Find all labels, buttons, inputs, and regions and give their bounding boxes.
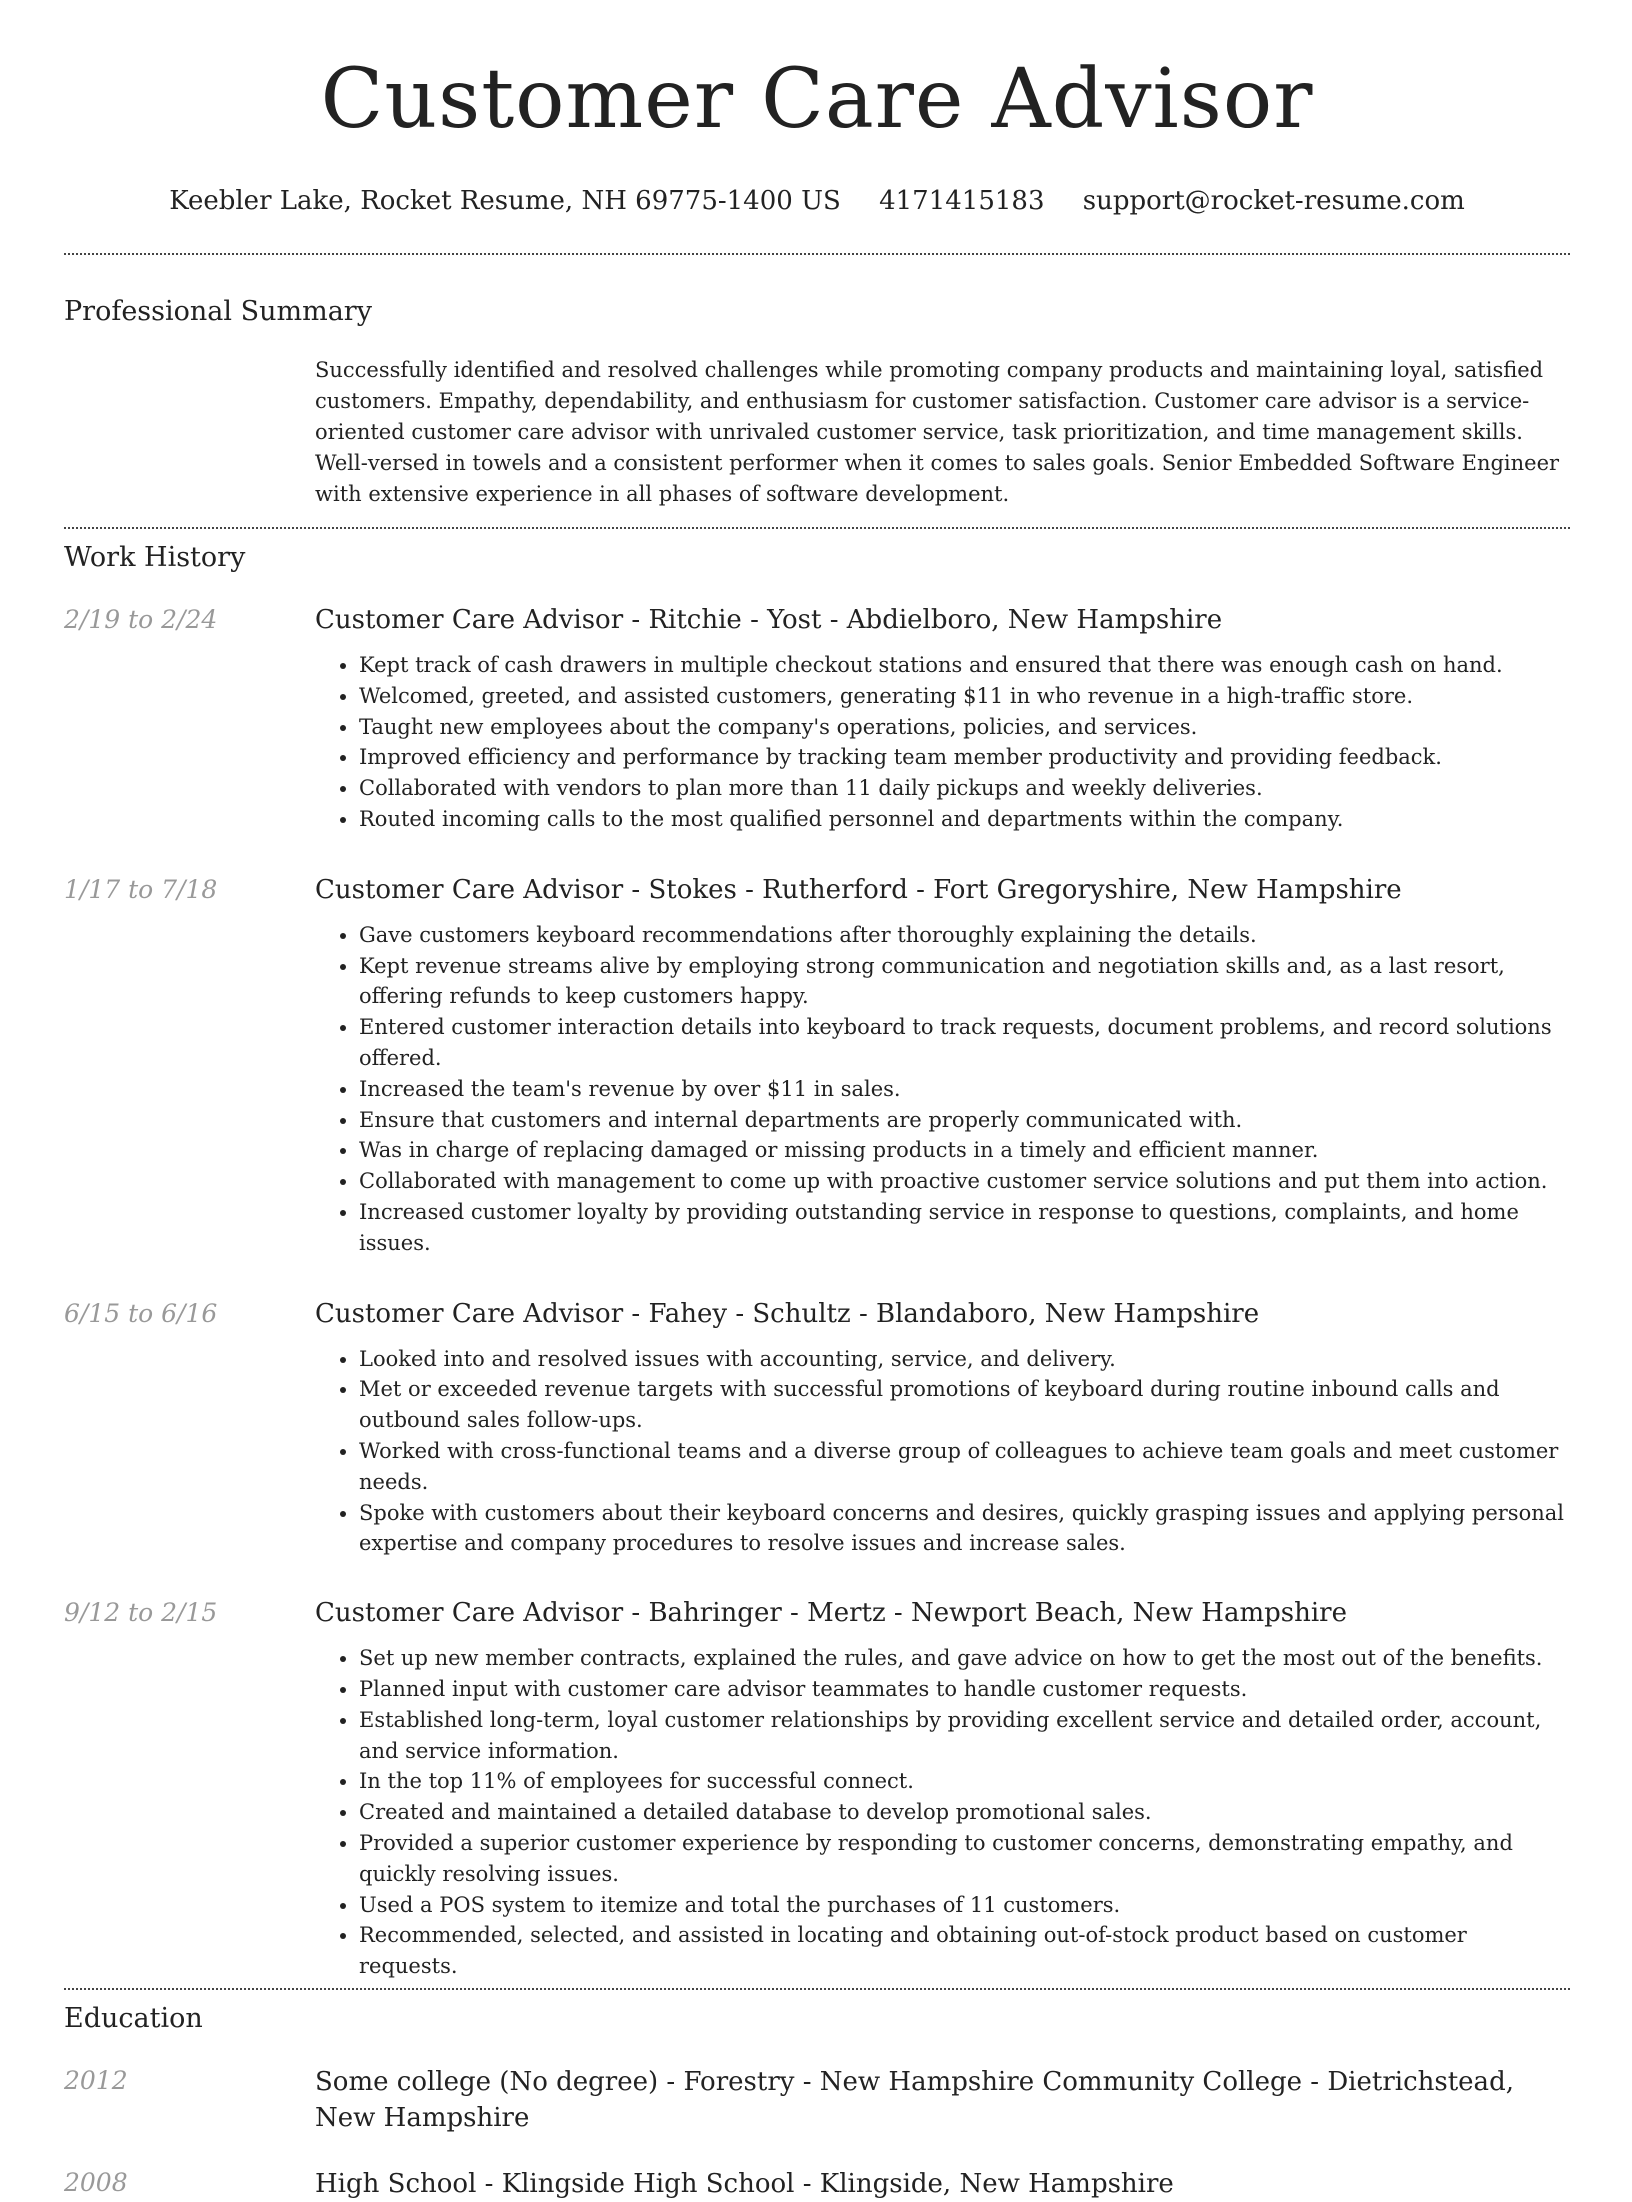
job-bullet: • Set up new member contracts, explained the rules, and gave advice on how to get the most out of the benefits. bbox=[359, 1643, 1570, 1674]
job-bullet: • Improved efficiency and performance by tracking team member productivity and providing feedback. bbox=[359, 742, 1570, 773]
contact-email: support@rocket-resume.com bbox=[1082, 186, 1465, 216]
job-bullet: • Entered customer interaction details into keyboard to track requests, document problems, and record solutions offered. bbox=[359, 1012, 1570, 1074]
education-heading: Education bbox=[64, 2002, 203, 2034]
job-dates: 1/17 to 7/18 bbox=[64, 874, 218, 904]
job-entry bbox=[64, 873, 1570, 1259]
section-divider bbox=[64, 1988, 1570, 1990]
section-divider bbox=[64, 253, 1570, 255]
job-bullet: • Used a POS system to itemize and total the purchases of 11 customers. bbox=[359, 1890, 1570, 1921]
job-title: Customer Care Advisor - Stokes - Rutherford - Fort Gregoryshire, New Hampshire bbox=[315, 874, 1402, 905]
job-bullet: • Was in charge of replacing damaged or missing products in a timely and efficient manner. bbox=[359, 1135, 1570, 1166]
job-title: Customer Care Advisor - Ritchie - Yost - Abdielboro, New Hampshire bbox=[315, 605, 1223, 635]
job-title: Customer Care Advisor - Bahringer - Mertz - Newport Beach, New Hampshire bbox=[315, 1598, 1347, 1629]
contact-phone: 4171415183 bbox=[879, 186, 1045, 216]
job-bullets bbox=[315, 920, 1570, 1259]
education-details: High School - Klingside High School - Klingside, New Hampshire bbox=[315, 2168, 1174, 2199]
education-date: 2012 bbox=[64, 2065, 128, 2095]
job-bullet: • Welcomed, greeted, and assisted customers, generating $11 in who revenue in a high-traffic store. bbox=[359, 681, 1570, 712]
job-bullet: • Routed incoming calls to the most qualified personnel and departments within the company. bbox=[359, 804, 1570, 835]
job-bullet: • In the top 11% of employees for successful connect. bbox=[359, 1766, 1570, 1797]
job-dates: 2/19 to 2/24 bbox=[64, 605, 218, 634]
job-entry bbox=[64, 603, 1570, 835]
job-entry bbox=[64, 1297, 1570, 1560]
job-bullet: • Provided a superior customer experience by responding to customer concerns, demonstrating empathy, and quickly resolving issues. bbox=[359, 1828, 1570, 1890]
job-bullet: • Recommended, selected, and assisted in locating and obtaining out-of-stock product based on customer requests. bbox=[359, 1920, 1570, 1982]
job-bullet: • Kept track of cash drawers in multiple checkout stations and ensured that there was enough cash on hand. bbox=[359, 650, 1570, 681]
job-details bbox=[315, 1596, 1570, 1982]
section-divider bbox=[64, 527, 1570, 529]
job-bullets bbox=[315, 650, 1570, 835]
resume-header bbox=[64, 0, 1570, 218]
summary-text: Successfully identified and resolved challenges while promoting company products and maintaining loyal, satisfied customers. Empathy, dependability, and enthusiasm for customer satisfaction. Customer care advisor is a service-oriented customer care advisor with unrivaled customer service, task prioritization, and time management skills. Well-versed in towels and a consistent performer when it comes to sales goals. Senior Embedded Software Engineer with extensive experience in all phases of software development. bbox=[315, 358, 1560, 506]
education-entry bbox=[64, 2166, 1570, 2202]
summary-heading: Professional Summary bbox=[64, 296, 372, 327]
resume-page bbox=[64, 0, 1570, 2202]
contact-line bbox=[64, 184, 1570, 218]
job-bullet: • Established long-term, loyal customer relationships by providing excellent service and detailed order, account, and service information. bbox=[359, 1705, 1570, 1767]
job-title: Customer Care Advisor - Fahey - Schultz - Blandaboro, New Hampshire bbox=[315, 1298, 1260, 1329]
job-bullet: • Worked with cross-functional teams and a diverse group of colleagues to achieve team goals and meet customer needs. bbox=[359, 1436, 1570, 1498]
job-bullet: • Met or exceeded revenue targets with successful promotions of keyboard during routine inbound calls and outbound sales follow-ups. bbox=[359, 1374, 1570, 1436]
job-bullet: • Increased the team's revenue by over $11 in sales. bbox=[359, 1074, 1570, 1105]
education-details: Some college (No degree) - Forestry - New Hampshire Community College - Dietrichstead, New Hampshire bbox=[315, 2066, 1514, 2133]
job-dates: 9/12 to 2/15 bbox=[64, 1598, 218, 1628]
job-bullets bbox=[315, 1643, 1570, 1982]
summary-section bbox=[64, 295, 1570, 510]
job-dates: 6/15 to 6/16 bbox=[64, 1298, 218, 1328]
job-bullet: • Looked into and resolved issues with accounting, service, and delivery. bbox=[359, 1344, 1570, 1375]
contact-address: Keebler Lake, Rocket Resume, NH 69775-1400 US bbox=[169, 186, 841, 216]
education-date: 2008 bbox=[64, 2167, 128, 2197]
job-bullet: • Created and maintained a detailed database to develop promotional sales. bbox=[359, 1797, 1570, 1828]
job-bullet: • Kept revenue streams alive by employing strong communication and negotiation skills and, as a last resort, offering refunds to keep customers happy. bbox=[359, 951, 1570, 1013]
education-section bbox=[64, 2002, 1570, 2202]
job-bullets bbox=[315, 1344, 1570, 1560]
education-entry bbox=[64, 2064, 1570, 2136]
job-details bbox=[315, 873, 1570, 1259]
job-bullet: • Collaborated with management to come up with proactive customer service solutions and put them into action. bbox=[359, 1166, 1570, 1197]
work-history-section bbox=[64, 541, 1570, 1982]
candidate-name: Customer Care Advisor bbox=[320, 52, 1314, 147]
job-entry bbox=[64, 1596, 1570, 1982]
job-bullet: • Taught new employees about the company's operations, policies, and services. bbox=[359, 712, 1570, 743]
job-bullet: • Spoke with customers about their keyboard concerns and desires, quickly grasping issues and applying personal expertise and company procedures to resolve issues and increase sales. bbox=[359, 1498, 1570, 1560]
job-details bbox=[315, 1297, 1570, 1560]
work-history-heading: Work History bbox=[64, 542, 246, 573]
job-bullet: • Gave customers keyboard recommendations after thoroughly explaining the details. bbox=[359, 920, 1570, 951]
job-details bbox=[315, 603, 1570, 835]
job-bullet: • Ensure that customers and internal departments are properly communicated with. bbox=[359, 1105, 1570, 1136]
job-bullet: • Collaborated with vendors to plan more than 11 daily pickups and weekly deliveries. bbox=[359, 773, 1570, 804]
job-bullet: • Planned input with customer care advisor teammates to handle customer requests. bbox=[359, 1674, 1570, 1705]
job-bullet: • Increased customer loyalty by providing outstanding service in response to questions, complaints, and home issues. bbox=[359, 1197, 1570, 1259]
